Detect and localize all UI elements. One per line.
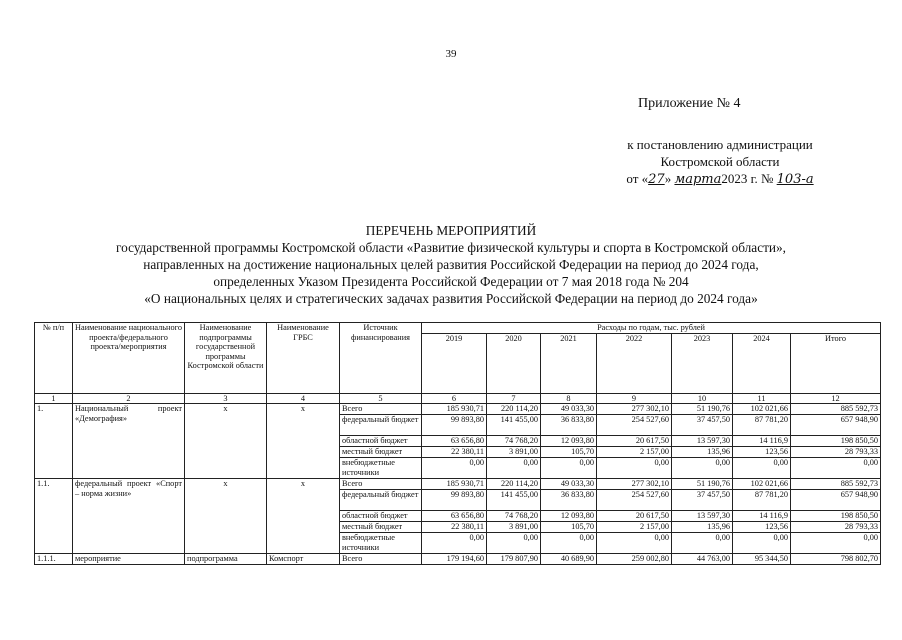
value-cell: 0,00: [672, 458, 733, 479]
row-grbs: Комспорт: [267, 554, 340, 565]
value-cell: 87 781,20: [733, 490, 791, 511]
value-cell: 99 893,80: [422, 490, 487, 511]
header-year: 2024: [733, 333, 791, 393]
value-cell: 0,00: [422, 458, 487, 479]
value-cell: 13 597,30: [672, 436, 733, 447]
value-cell: 135,96: [672, 522, 733, 533]
value-cell: 0,00: [541, 533, 597, 554]
value-cell: 37 457,50: [672, 415, 733, 436]
value-cell: 49 033,30: [541, 479, 597, 490]
total-cell: 28 793,33: [791, 447, 881, 458]
source-cell: внебюджетные источники: [340, 458, 422, 479]
row-subprogram: х: [185, 479, 267, 554]
row-name: федеральный проект «Спорт – норма жизни»: [73, 479, 185, 554]
table-row: [35, 479, 881, 490]
col-index: 6: [422, 393, 487, 404]
column-index-row: [35, 393, 881, 404]
value-cell: 2 157,00: [597, 447, 672, 458]
row-grbs: х: [267, 404, 340, 479]
header-year: 2022: [597, 333, 672, 393]
value-cell: 254 527,60: [597, 415, 672, 436]
decree-line-3: [570, 170, 870, 188]
value-cell: 87 781,20: [733, 415, 791, 436]
title-line-2: государственной программы Костромской области «Развитие физической культуры и спорта в Костромской области»,: [115, 240, 787, 255]
value-cell: 0,00: [487, 533, 541, 554]
value-cell: 51 190,76: [672, 479, 733, 490]
col-index: 8: [541, 393, 597, 404]
value-cell: 74 768,20: [487, 511, 541, 522]
title-line-4: определенных Указом Президента Российской Федерации от 7 мая 2018 года № 204: [213, 274, 689, 289]
value-cell: 0,00: [733, 533, 791, 554]
header-year: 2021: [541, 333, 597, 393]
decree-date-prefix: от «: [626, 171, 649, 186]
value-cell: 2 157,00: [597, 522, 672, 533]
total-cell: 198 850,50: [791, 436, 881, 447]
decree-date-mid: »: [664, 171, 672, 186]
value-cell: 44 763,00: [672, 554, 733, 565]
value-cell: 277 302,10: [597, 404, 672, 415]
value-cell: 185 930,71: [422, 404, 487, 415]
value-cell: 220 114,20: [487, 404, 541, 415]
col-index: 7: [487, 393, 541, 404]
value-cell: 179 807,90: [487, 554, 541, 565]
value-cell: 141 455,00: [487, 415, 541, 436]
source-cell: местный бюджет: [340, 447, 422, 458]
title-line-1: ПЕРЕЧЕНЬ МЕРОПРИЯТИЙ: [365, 223, 537, 238]
col-index: 12: [791, 393, 881, 404]
source-cell: Всего: [340, 404, 422, 415]
header-year: 2019: [422, 333, 487, 393]
decree-day: 27: [648, 172, 665, 187]
value-cell: 0,00: [541, 458, 597, 479]
header-source: Источник финансирования: [340, 323, 422, 394]
col-index: 9: [597, 393, 672, 404]
page-number: 39: [445, 48, 457, 60]
total-cell: 657 948,90: [791, 415, 881, 436]
value-cell: 277 302,10: [597, 479, 672, 490]
value-cell: 12 093,80: [541, 511, 597, 522]
decree-year: 2023 г. №: [721, 171, 774, 186]
value-cell: 49 033,30: [541, 404, 597, 415]
row-number: 1.: [35, 404, 73, 479]
header-year: 2023: [672, 333, 733, 393]
total-cell: 798 802,70: [791, 554, 881, 565]
decree-reference: [570, 136, 870, 188]
value-cell: 0,00: [597, 533, 672, 554]
decree-line-1: к постановлению администрации: [627, 137, 813, 152]
value-cell: 13 597,30: [672, 511, 733, 522]
value-cell: 22 380,11: [422, 447, 487, 458]
value-cell: 105,70: [541, 447, 597, 458]
source-cell: областной бюджет: [340, 511, 422, 522]
value-cell: 20 617,50: [597, 436, 672, 447]
row-grbs: х: [267, 479, 340, 554]
value-cell: 123,56: [733, 447, 791, 458]
col-index: 11: [733, 393, 791, 404]
value-cell: 0,00: [672, 533, 733, 554]
value-cell: 99 893,80: [422, 415, 487, 436]
table-row: [35, 404, 881, 415]
value-cell: 36 833,80: [541, 490, 597, 511]
value-cell: 105,70: [541, 522, 597, 533]
measures-table: [34, 322, 881, 565]
value-cell: 259 002,80: [597, 554, 672, 565]
col-index: 5: [340, 393, 422, 404]
header-year: 2020: [487, 333, 541, 393]
header-subprogram: Наименование подпрограммы государственной программы Костромской области: [185, 323, 267, 394]
value-cell: 141 455,00: [487, 490, 541, 511]
total-cell: 28 793,33: [791, 522, 881, 533]
col-index: 1: [35, 393, 73, 404]
value-cell: 12 093,80: [541, 436, 597, 447]
value-cell: 0,00: [733, 458, 791, 479]
value-cell: 51 190,76: [672, 404, 733, 415]
value-cell: 63 656,80: [422, 436, 487, 447]
value-cell: 179 194,60: [422, 554, 487, 565]
value-cell: 63 656,80: [422, 511, 487, 522]
total-cell: 198 850,50: [791, 511, 881, 522]
value-cell: 20 617,50: [597, 511, 672, 522]
source-cell: областной бюджет: [340, 436, 422, 447]
source-cell: Всего: [340, 479, 422, 490]
value-cell: 185 930,71: [422, 479, 487, 490]
value-cell: 95 344,50: [733, 554, 791, 565]
value-cell: 14 116,9: [733, 436, 791, 447]
col-index: 2: [73, 393, 185, 404]
source-cell: федеральный бюджет: [340, 490, 422, 511]
value-cell: 123,56: [733, 522, 791, 533]
value-cell: 3 891,00: [487, 522, 541, 533]
total-cell: 657 948,90: [791, 490, 881, 511]
row-number: 1.1.1.: [35, 554, 73, 565]
value-cell: 36 833,80: [541, 415, 597, 436]
total-cell: 885 592,73: [791, 404, 881, 415]
value-cell: 3 891,00: [487, 447, 541, 458]
header-total: Итого: [791, 333, 881, 393]
decree-number: 103-а: [776, 172, 814, 187]
row-name: Национальный проект «Демография»: [73, 404, 185, 479]
row-subprogram: х: [185, 404, 267, 479]
value-cell: 0,00: [487, 458, 541, 479]
value-cell: 135,96: [672, 447, 733, 458]
total-cell: 0,00: [791, 458, 881, 479]
total-cell: 0,00: [791, 533, 881, 554]
row-name: мероприятие: [73, 554, 185, 565]
value-cell: 0,00: [422, 533, 487, 554]
value-cell: 14 116,9: [733, 511, 791, 522]
table-row: [35, 554, 881, 565]
value-cell: 102 021,66: [733, 479, 791, 490]
value-cell: 0,00: [597, 458, 672, 479]
source-cell: федеральный бюджет: [340, 415, 422, 436]
title-line-3: направленных на достижение национальных целей развития Российской Федерации на период до 2024 года,: [143, 257, 759, 272]
decree-line-2: Костромской области: [660, 154, 780, 169]
row-number: 1.1.: [35, 479, 73, 554]
col-index: 4: [267, 393, 340, 404]
col-index: 3: [185, 393, 267, 404]
value-cell: 102 021,66: [733, 404, 791, 415]
value-cell: 22 380,11: [422, 522, 487, 533]
col-index: 10: [672, 393, 733, 404]
appendix-label: Приложение № 4: [638, 96, 741, 111]
source-cell: местный бюджет: [340, 522, 422, 533]
title-line-5: «О национальных целях и стратегических задачах развития Российской Федерации на период до 2024 года»: [144, 291, 758, 306]
header-name: Наименование национального проекта/федерального проекта/мероприятия: [73, 323, 185, 394]
value-cell: 254 527,60: [597, 490, 672, 511]
row-subprogram: подпрограмма: [185, 554, 267, 565]
header-num: № п/п: [35, 323, 73, 394]
header-grbs: Наименование ГРБС: [267, 323, 340, 394]
document-title: [40, 222, 862, 307]
value-cell: 40 689,90: [541, 554, 597, 565]
source-cell: внебюджетные источники: [340, 533, 422, 554]
decree-month: марта: [674, 172, 722, 187]
value-cell: 74 768,20: [487, 436, 541, 447]
value-cell: 37 457,50: [672, 490, 733, 511]
source-cell: Всего: [340, 554, 422, 565]
value-cell: 220 114,20: [487, 479, 541, 490]
header-expenses: Расходы по годам, тыс. рублей: [422, 323, 881, 334]
total-cell: 885 592,73: [791, 479, 881, 490]
